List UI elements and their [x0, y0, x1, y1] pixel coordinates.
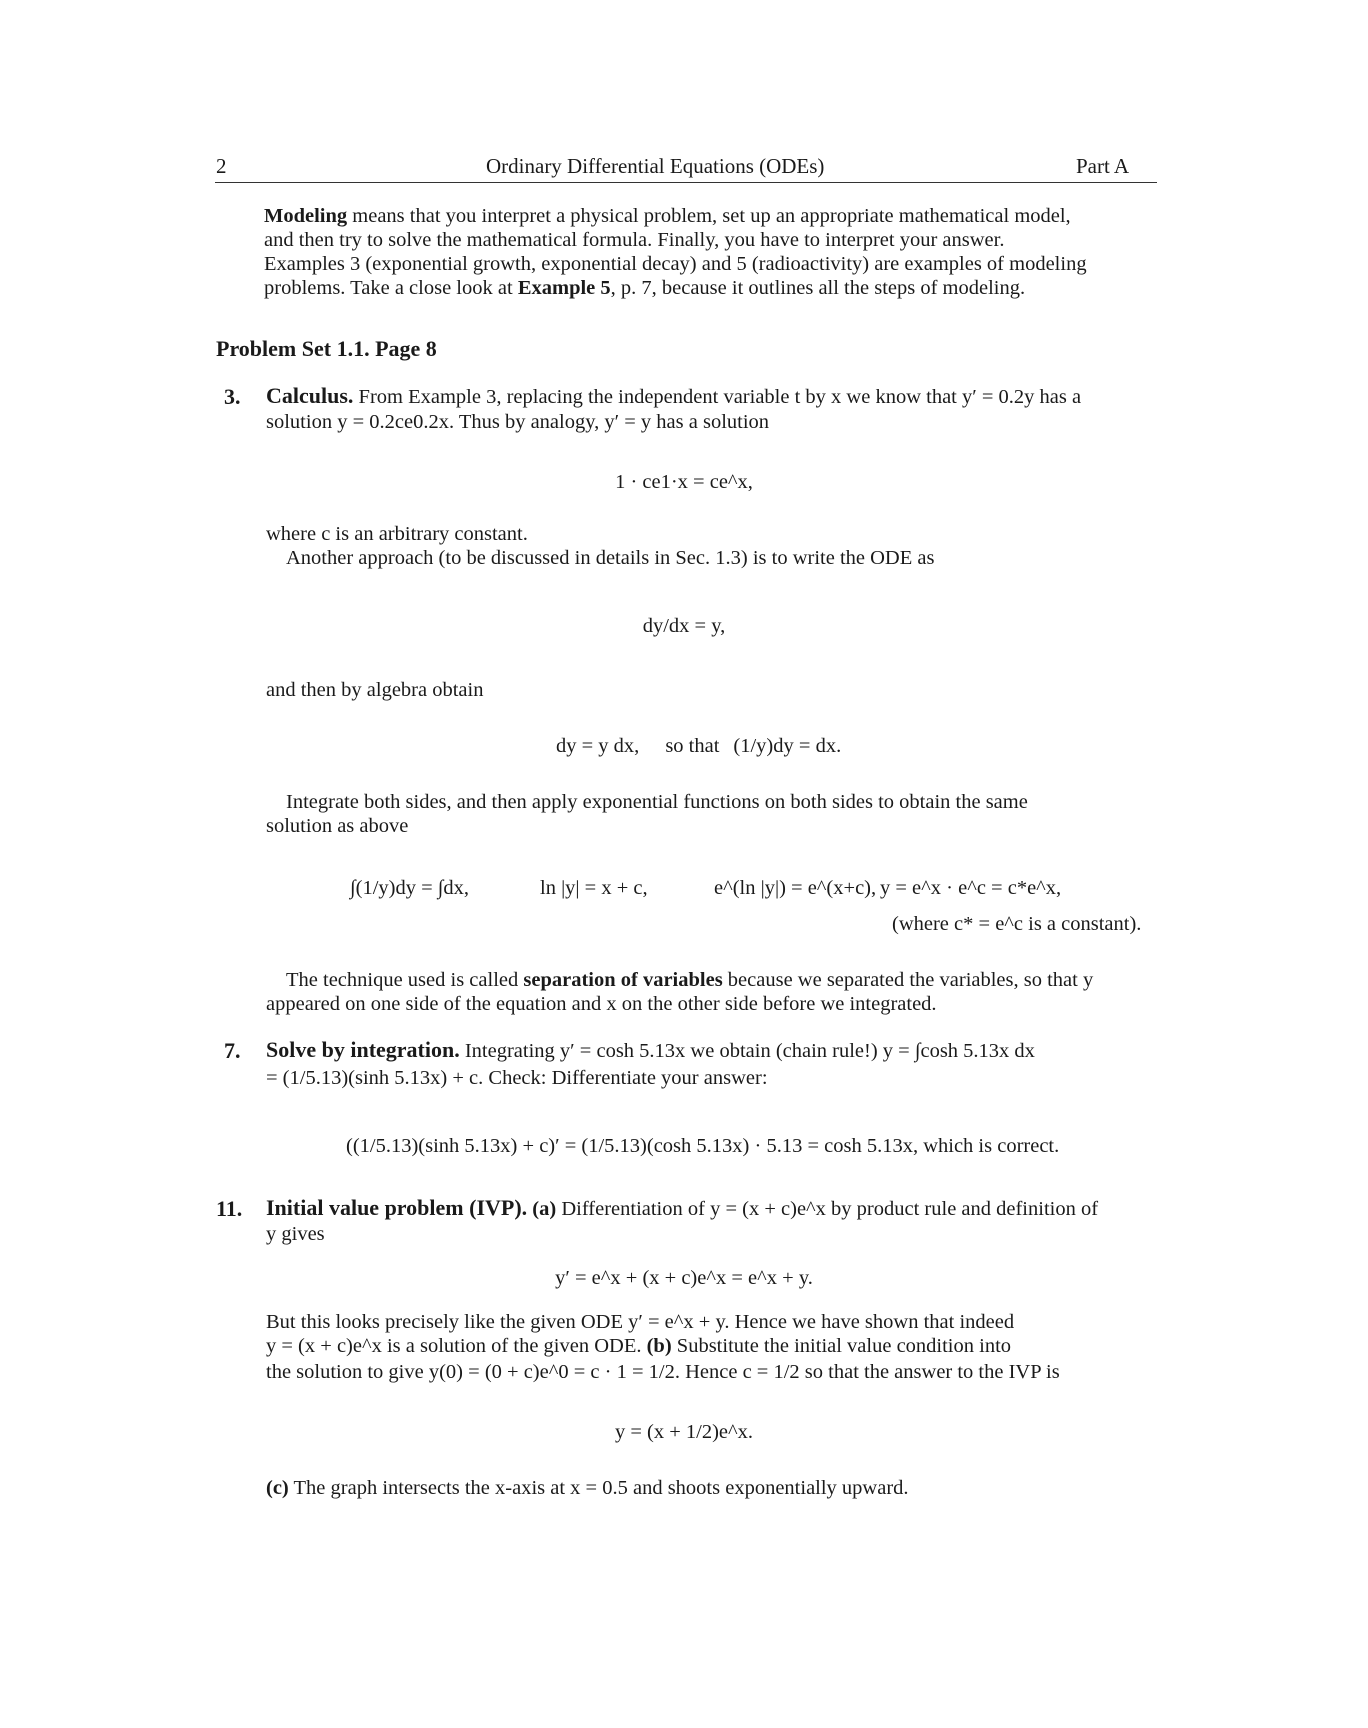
problem-11-equation-2: y = (x + 1/2)e^x.: [614, 1421, 754, 1443]
intro-line-1-text: means that you interpret a physical problem, set up an appropriate mathematical model,: [347, 205, 1071, 227]
problem-3-equation-3: [556, 734, 841, 758]
problem-11-line-4-start: y = (x + c)e^x is a solution of the given ODE.: [266, 1335, 647, 1357]
problem-11-line-1-text: Differentiation of y = (x + c)e^x by product rule and definition of: [556, 1198, 1099, 1220]
problem-3-line-5: and then by algebra obtain: [266, 679, 484, 701]
problem-3-equation-4b: ln |y| = x + c,: [540, 877, 648, 899]
problem-3-equation-1: 1 · ce1·x = ce^x,: [615, 471, 753, 493]
problem-3-line-1: [266, 384, 1081, 409]
intro-line-4: [264, 276, 1025, 300]
problem-11-line-1: [266, 1196, 1098, 1221]
line-8-end: because we separated the variables, so that y: [722, 969, 1094, 991]
problem-7-title: Solve by integration.: [266, 1037, 460, 1062]
intro-line-1: [264, 204, 1071, 228]
problem-11-line-4-end: Substitute the initial value condition into: [671, 1335, 1012, 1357]
problem-11-number: 11.: [216, 1196, 243, 1221]
problem-3-line-6: Integrate both sides, and then apply exponential functions on both sides to obtain the same: [286, 791, 1028, 813]
problem-11-line-4: [266, 1334, 1011, 1358]
section-heading: Problem Set 1.1. Page 8: [216, 336, 437, 361]
intro-line-4-start: problems. Take a close look at: [264, 277, 518, 299]
problem-11-part-a: (a): [532, 1198, 557, 1220]
problem-7-number: 7.: [224, 1038, 241, 1063]
problem-3-equation-note: (where c* = e^c is a constant).: [892, 913, 1142, 935]
problem-3-line-9: appeared on one side of the equation and x on the other side before we integrated.: [266, 993, 937, 1015]
line-8-start: The technique used is called: [286, 969, 524, 991]
running-title: Ordinary Differential Equations (ODEs): [486, 154, 825, 178]
page-number: 2: [216, 154, 227, 178]
eq3-left: dy = y dx,: [556, 735, 640, 757]
problem-11-equation-1: y′ = e^x + (x + c)e^x = e^x + y.: [555, 1267, 813, 1289]
problem-3-equation-4a: ∫(1/y)dy = ∫dx,: [350, 877, 470, 899]
eq3-right: (1/y)dy = dx.: [733, 735, 842, 757]
problem-3-number: 3.: [224, 384, 241, 409]
intro-line-4-bold: Example 5: [517, 277, 611, 299]
problem-11-title: Initial value problem (IVP).: [266, 1195, 528, 1220]
problem-3-line-1-text: From Example 3, replacing the independent variable t by x we know that y′ = 0.2y has a: [353, 386, 1082, 408]
problem-11-line-6-text: The graph intersects the x-axis at x = 0.5 and shoots exponentially upward.: [288, 1477, 909, 1499]
problem-11-line-3: But this looks precisely like the given ODE y′ = e^x + y. Hence we have shown that indeed: [266, 1311, 1015, 1333]
intro-lead: Modeling: [264, 205, 348, 227]
problem-7-line-2: = (1/5.13)(sinh 5.13x) + c. Check: Differentiate your answer:: [266, 1067, 768, 1089]
problem-11-line-6: [266, 1476, 909, 1500]
problem-3-title: Calculus.: [266, 383, 354, 408]
problem-3-line-7: solution as above: [266, 815, 409, 837]
line-8-bold: separation of variables: [523, 969, 723, 991]
problem-3-equation-4d: y = e^x · e^c = c*e^x,: [880, 877, 1062, 899]
problem-3-line-4: Another approach (to be discussed in details in Sec. 1.3) is to write the ODE as: [286, 547, 935, 569]
problem-3-line-8: [286, 968, 1093, 992]
problem-7-line-1: [266, 1038, 1035, 1063]
intro-line-2: and then try to solve the mathematical formula. Finally, you have to interpret your answer.: [264, 229, 1005, 251]
problem-11-part-c: (c): [266, 1477, 289, 1499]
running-part: Part A: [1076, 154, 1130, 178]
problem-3-equation-4c: e^(ln |y|) = e^(x+c),: [714, 877, 877, 899]
eq3-mid: so that: [665, 735, 720, 757]
problem-3-line-3: where c is an arbitrary constant.: [266, 523, 528, 545]
problem-7-line-1-text: Integrating y′ = cosh 5.13x we obtain (chain rule!) y = ∫cosh 5.13x dx: [459, 1040, 1035, 1062]
header-rule: [215, 182, 1157, 183]
problem-7-eq-main: ((1/5.13)(sinh 5.13x) + c)′ = (1/5.13)(cosh 5.13x) · 5.13 = cosh 5.13x,: [346, 1135, 919, 1157]
problem-11-line-5: the solution to give y(0) = (0 + c)e^0 = c · 1 = 1/2. Hence c = 1/2 so that the answer to the IVP is: [266, 1361, 1060, 1383]
problem-7-eq-tail: which is correct.: [923, 1135, 1060, 1157]
problem-11-part-b: (b): [646, 1335, 672, 1357]
problem-11-line-2: y gives: [266, 1223, 325, 1245]
intro-line-3: Examples 3 (exponential growth, exponential decay) and 5 (radioactivity) are examples of modeling: [264, 253, 1087, 275]
problem-3-line-2: solution y = 0.2ce0.2x. Thus by analogy, y′ = y has a solution: [266, 411, 770, 433]
problem-7-equation-1: [346, 1134, 1059, 1158]
intro-line-4-end: , p. 7, because it outlines all the steps of modeling.: [610, 277, 1026, 299]
problem-3-equation-2: dy/dx = y,: [642, 615, 726, 637]
